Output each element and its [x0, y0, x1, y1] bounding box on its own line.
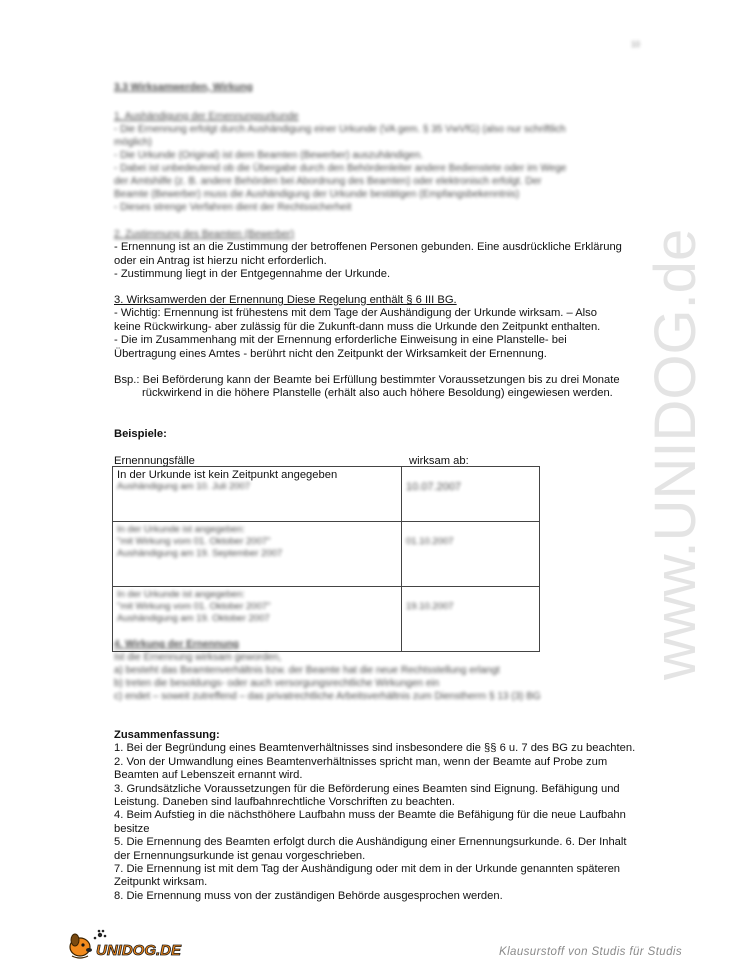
table-cell-text: In der Urkunde ist angegeben: — [117, 589, 245, 600]
summary-line: 4. Beim Aufstieg in die nächsthöhere Laufbahn muss der Beamte die Befähigung für die neue Laufbahn — [114, 809, 626, 822]
table-cell-date: 10.07.2007 — [402, 467, 540, 522]
table-cell-text: In der Urkunde ist angegeben: — [117, 524, 245, 535]
examples-label: Beispiele: — [114, 428, 167, 440]
summary-line: 2. Von der Umwandlung eines Beamtenverhältnisses spricht man, wenn der Beamte auf Probe zum — [114, 755, 608, 768]
table-cell-text: Aushändigung am 19. Oktober 2007 — [117, 613, 270, 624]
table-header-cases: Ernennungsfälle — [114, 455, 195, 467]
section-2 — [114, 228, 622, 282]
summary-line: besitze — [114, 822, 150, 835]
section-3-line: keine Rückwirkung- aber zulässig für die Zukunft-dann muss die Urkunde den Zeitpunkt enthalten. — [114, 320, 601, 333]
logo-text: UNIDOG.DE — [96, 942, 182, 959]
watermark-text: www.UNIDOG.de — [643, 228, 708, 680]
section-3-line: - Die im Zusammenhang mit der Ernennung erforderliche Einweisung in eine Planstelle- bei — [114, 334, 567, 347]
section-1-line: - Die Urkunde (Original) ist dem Beamten (Bewerber) auszuhändigen. — [114, 150, 424, 161]
section-4-title: 4. Wirkung der Ernennung — [114, 639, 239, 650]
section-3-line: Übertragung eines Amtes - berührt nicht den Zeitpunkt der Wirksamkeit der Ernennung. — [114, 347, 547, 360]
table-cell-case — [113, 467, 402, 522]
example-note — [114, 374, 620, 401]
summary-line: Beamten auf Lebenszeit ernannt wird. — [114, 769, 303, 782]
cases-table — [112, 466, 540, 652]
section-4-line: c) endet – soweit zutreffend – das privatrechtliche Arbeitsverhältnis zum Dienstherrn § 13 (3) BG — [114, 691, 541, 702]
table-cell-text: "mit Wirkung vom 01. Oktober 2007" — [117, 601, 271, 612]
section-4-line: b) treten die besoldungs- oder auch versorgungsrechtliche Wirkungen ein — [114, 678, 440, 689]
table-header-effective: wirksam ab: — [409, 455, 469, 467]
section-2-title: 2. Zustimmung des Beamten (Bewerber) — [114, 229, 295, 240]
summary-line: der Ernennungsurkunde ist genau vorgeschrieben. — [114, 849, 366, 862]
section-4 — [114, 638, 541, 703]
section-1-title: 1. Aushändigung der Ernennungsurkunde — [114, 111, 299, 122]
table-cell-text: In der Urkunde ist kein Zeitpunkt angegeben — [117, 469, 338, 481]
summary-line: 5. Die Ernennung des Beamten erfolgt durch die Aushändigung einer Ernennungsurkunde. 6. Der Inhalt — [114, 836, 627, 849]
section-2-line: oder ein Antrag ist hierzu nicht erforderlich. — [114, 254, 327, 267]
section-3 — [114, 294, 600, 361]
example-note-line: rückwirkend in die höhere Planstelle (erhält also auch höhere Besoldung) eingewiesen werden. — [142, 387, 613, 400]
section-1-line: Beamte (Bewerber) muss die Aushändigung der Urkunde bestätigen (Empfangsbekenntnis) — [114, 189, 520, 200]
table-cell-date: 01.10.2007 — [402, 522, 540, 587]
table-cell-text: Aushändigung am 19. September 2007 — [117, 548, 283, 559]
section-1-line: - Dieses strenge Verfahren dient der Rechtssicherheit — [114, 202, 352, 213]
table-row — [113, 522, 540, 587]
section-1-line: - Die Ernennung erfolgt durch Aushändigung einer Urkunde (VA gem. § 35 VwVfG) (also nur schriftlich — [114, 124, 566, 135]
dog-mascot-icon — [70, 934, 92, 958]
example-note-line: Bsp.: Bei Beförderung kann der Beamte bei Erfüllung bestimmter Voraussetzungen bis zu drei Monate — [114, 374, 620, 386]
summary-line: 1. Bei der Begründung eines Beamtenverhältnisses sind insbesondere die §§ 6 u. 7 des BG zu beachten. — [114, 742, 636, 755]
table-cell-case — [113, 522, 402, 587]
table-row — [113, 467, 540, 522]
paw-icon — [94, 930, 107, 940]
table-cell-text: "mit Wirkung vom 01. Oktober 2007" — [117, 536, 271, 547]
section-3-title: 3. Wirksamwerden der Ernennung Diese Regelung enthält § 6 III BG. — [114, 294, 457, 306]
section-4-line: Ist die Ernennung wirksam geworden, — [114, 652, 282, 663]
summary-line: Zeitpunkt wirksam. — [114, 876, 208, 889]
table-cell-date: 19.10.2007 — [402, 587, 540, 652]
section-4-line: a) besteht das Beamtenverhältnis bzw. der Beamte hat die neue Rechtsstellung erlangt — [114, 665, 500, 676]
unidog-logo — [66, 927, 196, 961]
footer-tagline: Klausurstoff von Studis für Studis — [499, 946, 682, 958]
section-heading: 3.3 Wirksamwerden, Wirkung — [114, 82, 253, 93]
summary-line: 8. Die Ernennung muss von der zuständigen Behörde ausgesprochen werden. — [114, 889, 503, 902]
summary-line: 7. Die Ernennung ist mit dem Tag der Aushändigung oder mit dem in der Urkunde genannten späteren — [114, 863, 621, 876]
section-2-line: - Ernennung ist an die Zustimmung der betroffenen Personen gebunden. Eine ausdrückliche Erklärung — [114, 241, 622, 254]
summary-title: Zusammenfassung: — [114, 729, 220, 741]
summary-line: 3. Grundsätzliche Voraussetzungen für die Beförderung eines Beamten sind Eignung. Befähigung und — [114, 782, 620, 795]
section-1-line: der Amtshilfe (z. B. andere Behörden bei Abordnung des Beamten) oder elektronisch erfolgt. Der — [114, 176, 542, 187]
table-cell-text: Aushändigung am 10. Juli 2007 — [117, 481, 251, 492]
section-1-line: - Dabei ist unbedeutend ob die Übergabe durch den Behördenleiter andere Bedienstete oder im Wege — [114, 163, 567, 174]
section-1 — [114, 110, 566, 214]
summary-line: Leistung. Daneben sind laufbahnrechtliche Vorschriften zu beachten. — [114, 796, 455, 809]
section-1-line: möglich) — [114, 137, 152, 148]
page-number: 10 — [631, 40, 640, 49]
section-3-line: - Wichtig: Ernennung ist frühestens mit dem Tage der Aushändigung der Urkunde wirksam. – Also — [114, 307, 597, 320]
summary — [114, 729, 635, 903]
section-2-line: - Zustimmung liegt in der Entgegennahme der Urkunde. — [114, 268, 391, 281]
